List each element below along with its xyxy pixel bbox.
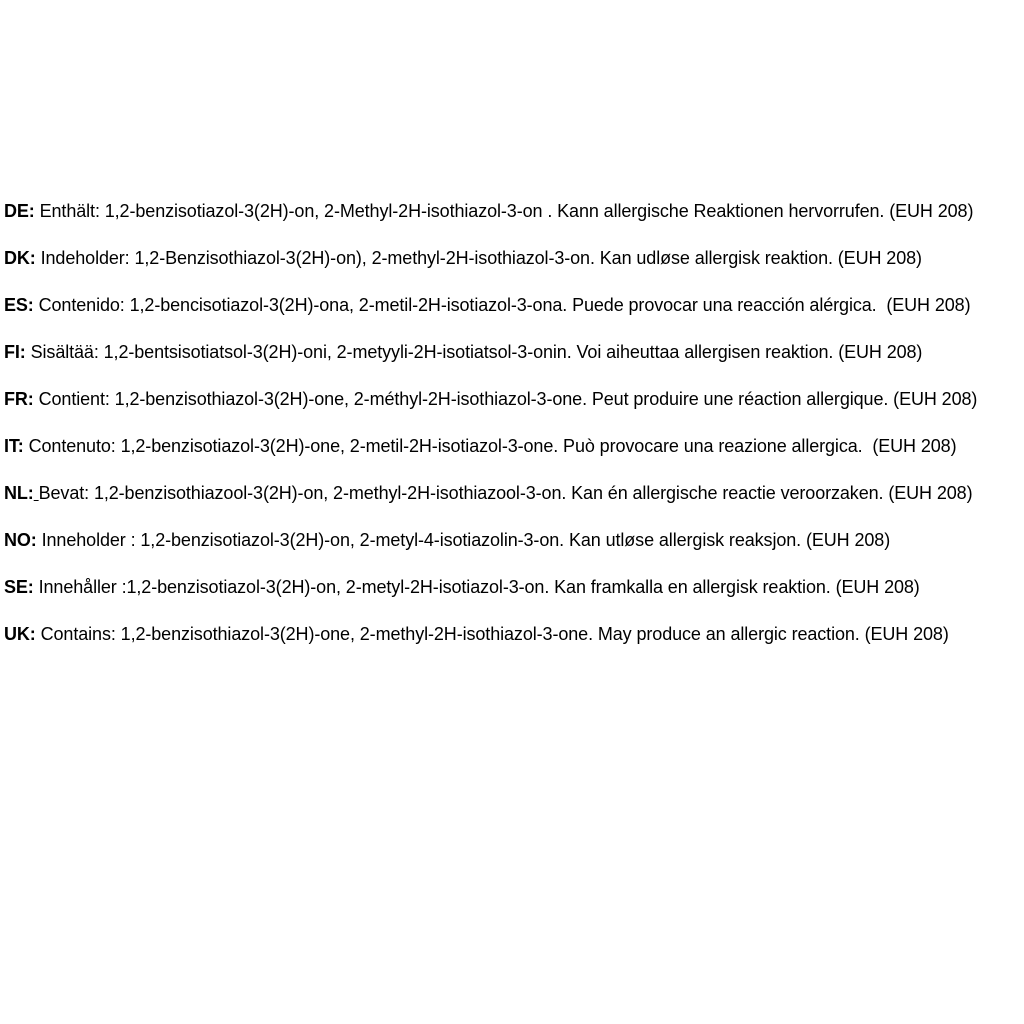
statement-paragraph-nl — [4, 478, 1021, 508]
statement-paragraph-uk — [4, 619, 1021, 649]
statement-text: Contains: 1,2-benzisothiazol-3(2H)-one, 2-methyl-2H-isothiazol-3-one. May produce an allergic reaction. (EUH 208) — [40, 624, 949, 644]
language-code: NL: — [4, 483, 34, 503]
statement-text: Indeholder: 1,2-Benzisothiazol-3(2H)-on), 2-methyl-2H-isothiazol-3-on. Kan udløse allergisk reaktion. (EUH 208) — [40, 248, 922, 268]
statement-paragraph-fr — [4, 384, 1021, 414]
language-code: UK: — [4, 624, 36, 644]
statement-text: Contenuto: 1,2-benzisotiazol-3(2H)-one, 2-metil-2H-isotiazol-3-one. Può provocare una reazione allergica. (EUH 208) — [28, 436, 957, 456]
statement-text: Contenido: 1,2-bencisotiazol-3(2H)-ona, 2-metil-2H-isotiazol-3-ona. Puede provocar una reacción alérgica. (EUH 208) — [38, 295, 971, 315]
language-code: NO: — [4, 530, 37, 550]
hazard-statements-list — [4, 196, 1021, 649]
statement-paragraph-de — [4, 196, 1021, 226]
statement-paragraph-no — [4, 525, 1021, 555]
statement-text: Enthält: 1,2-benzisotiazol-3(2H)-on, 2-Methyl-2H-isothiazol-3-on . Kann allergische Reaktionen hervorrufen. (EUH 208) — [39, 201, 974, 221]
language-code: DK: — [4, 248, 36, 268]
statement-paragraph-es — [4, 290, 1021, 320]
language-code: FR: — [4, 389, 34, 409]
statement-text: Inneholder : 1,2-benzisotiazol-3(2H)-on, 2-metyl-4-isotiazolin-3-on. Kan utløse allergisk reaksjon. (EUH 208) — [41, 530, 891, 550]
statement-text: Sisältää: 1,2-bentsisotiatsol-3(2H)-oni, 2-metyyli-2H-isotiatsol-3-onin. Voi aiheuttaa allergisen reaktion. (EUH 208) — [30, 342, 923, 362]
statement-paragraph-dk — [4, 243, 1021, 273]
language-code: IT: — [4, 436, 24, 456]
statement-paragraph-se — [4, 572, 1021, 602]
statement-paragraph-it — [4, 431, 1021, 461]
statement-text: Bevat: 1,2-benzisothiazool-3(2H)-on, 2-methyl-2H-isothiazool-3-on. Kan én allergische reactie veroorzaken. (EUH 208) — [38, 483, 973, 503]
language-code: ES: — [4, 295, 34, 315]
statement-paragraph-fi — [4, 337, 1021, 367]
language-code: DE: — [4, 201, 35, 221]
statement-text: Contient: 1,2-benzisothiazol-3(2H)-one, 2-méthyl-2H-isothiazol-3-one. Peut produire une réaction allergique. (EUH 208) — [38, 389, 978, 409]
language-code: FI: — [4, 342, 26, 362]
language-code: SE: — [4, 577, 34, 597]
statement-text: Innehåller :1,2-benzisotiazol-3(2H)-on, 2-metyl-2H-isotiazol-3-on. Kan framkalla en allergisk reaktion. (EUH 208) — [38, 577, 920, 597]
